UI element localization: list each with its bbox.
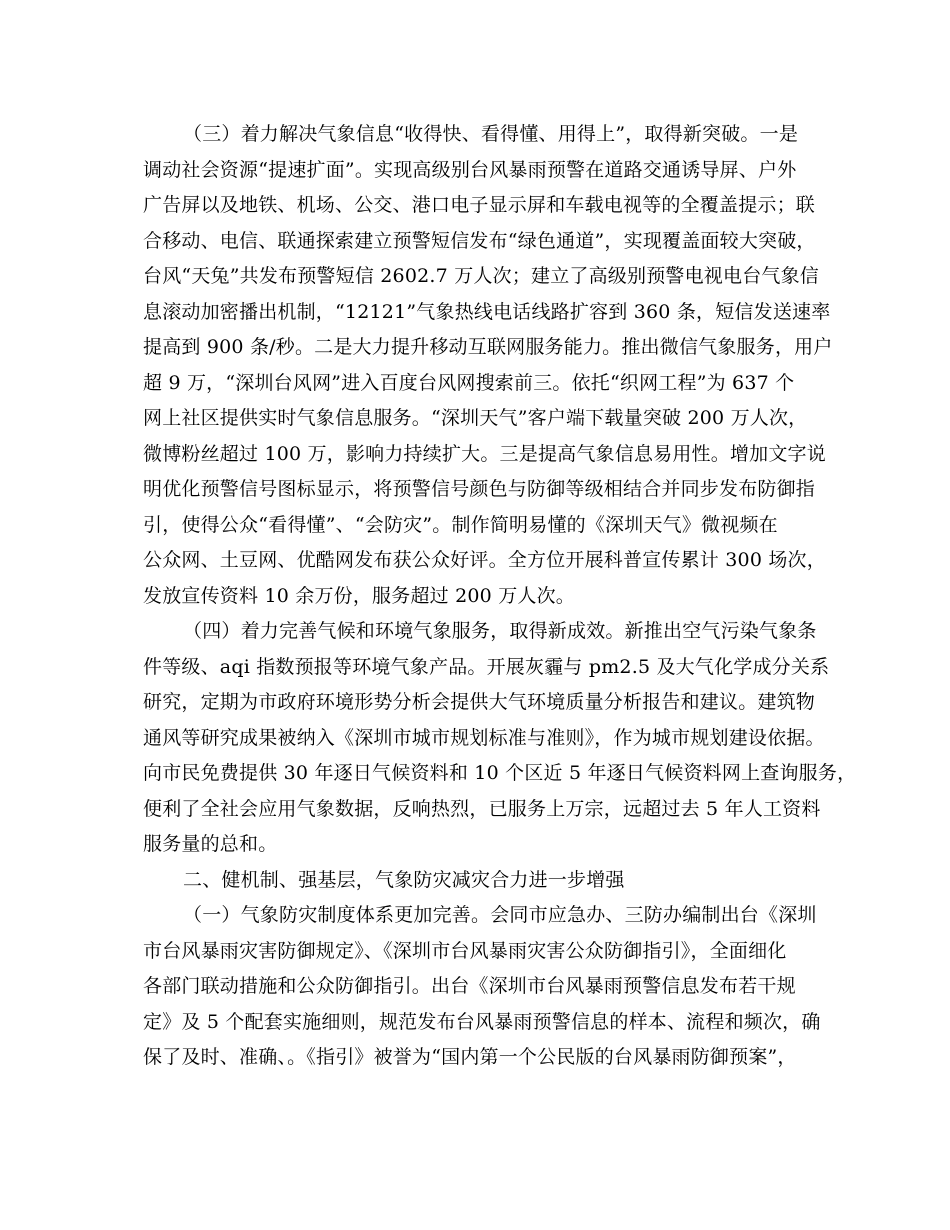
text-line: 服务量的总和。 [143,833,278,855]
text-line: 通风等研究成果被纳入《深圳市城市规划标准与准则》，作为城市规划建设依据。 [143,726,825,749]
text-line: 发放宣传资料 10 余万份，服务超过 200 万人次。 [143,584,576,607]
text-line: 台风“天兔”共发布预警短信 2602.7 万人次；建立了高级别预警电视电台气象信 [143,265,819,287]
text-line: （三）着力解决气象信息“收得快、看得懂、用得上”，取得新突破。一是 [183,123,799,145]
text-line: 提高到 900 条/秒。二是大力提升移动互联网服务能力。推出微信气象服务，用户 [143,336,833,358]
text-line: 明优化预警信号图标显示，将预警信号颜色与防御等级相结合并同步发布防御指 [143,478,816,500]
document-body [143,117,857,1076]
text-line: 超 9 万，“深圳台风网”进入百度台风网搜索前三。依托“织网工程”为 637 个 [143,371,795,394]
text-line: 保了及时、准确、。《指引》被誉为“国内第一个公民版的台风暴雨防御预案”， [143,1046,797,1068]
text-line: 研究，定期为市政府环境形势分析会提供大气环境质量分析报告和建议。建筑物 [143,691,816,713]
text-line: 定》及 5 个配套实施细则，规范发布台风暴雨预警信息的样本、流程和频次，确 [143,1010,821,1033]
text-line: 件等级、aqi 指数预报等环境气象产品。开展灰霾与 pm2.5 及大气化学成分关系 [143,655,830,678]
text-line: 公众网、土豆网、优酷网发布获公众好评。全方位开展科普宣传累计 300 场次， [143,549,826,571]
text-line: 向市民免费提供 30 年逐日气候资料和 10 个区近 5 年逐日气候资料网上查询服务， [143,762,857,784]
text-line: 市台风暴雨灾害防御规定》、《深圳市台风暴雨灾害公众防御指引》，全面细化 [143,939,787,962]
text-line: 二、健机制、强基层，气象防灾减灾合力进一步增强 [183,868,625,891]
text-line: 息滚动加密播出机制，“12121”气象热线电话线路扩容到 360 条，短信发送速率 [143,300,831,323]
text-line: 广告屏以及地铁、机场、公交、港口电子显示屏和车载电视等的全覆盖提示；联 [143,194,816,216]
text-line: 合移动、电信、联通探索建立预警短信发布“绿色通道”，实现覆盖面较大突破， [143,229,816,252]
text-line: 引，使得公众“看得懂”、“会防灾”。制作简明易懂的《深圳天气》微视频在 [143,513,778,536]
text-line: （四）着力完善气候和环境气象服务，取得新成效。新推出空气污染气象条 [183,620,817,642]
text-line: 便利了全社会应用气象数据，反响热烈，已服务上万宗，远超过去 5 年人工资料 [143,797,821,820]
text-line: 调动社会资源“提速扩面”。实现高级别台风暴雨预警在道路交通诱导屏、户外 [143,158,797,181]
text-line: （一）气象防灾制度体系更加完善。会同市应急办、三防办编制出台《深圳 [183,904,817,926]
text-line: 网上社区提供实时气象信息服务。“深圳天气”客户端下载量突破 200 万人次， [143,407,808,429]
text-line: 微博粉丝超过 100 万，影响力持续扩大。三是提高气象信息易用性。增加文字说 [143,442,826,465]
text-line: 各部门联动措施和公众防御指引。出台《深圳市台风暴雨预警信息发布若干规 [143,975,796,997]
